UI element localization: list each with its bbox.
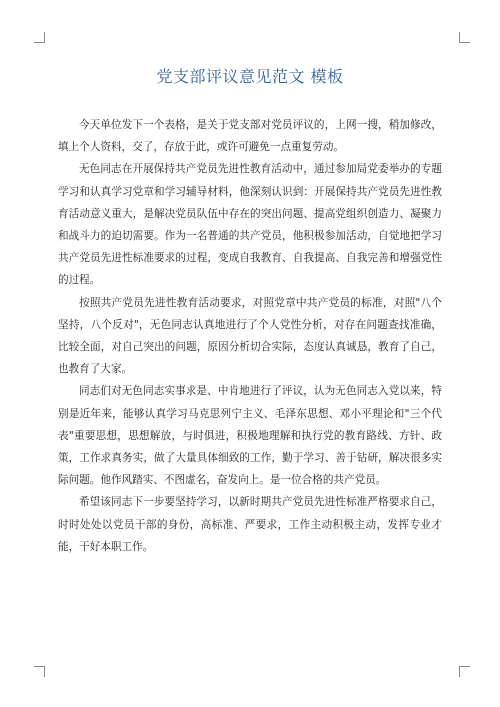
crop-mark-top-left bbox=[34, 32, 45, 43]
paragraph-analysis: 按照共产党员先进性教育活动要求，对照党章中共产党员的标准，对照"八个坚持，八个反对"，无色同志认真地进行了个人党性分析，对存在问题查找准确，比较全面，对自己突出的问题，原因分析切合实际，态度认真诚恳，教育了自己，也教育了大家。 bbox=[58, 296, 442, 376]
crop-mark-bottom-left bbox=[34, 666, 45, 677]
crop-mark-bottom-right bbox=[459, 666, 470, 677]
document-title: 党支部评议意见范文 模板 bbox=[156, 67, 344, 86]
document-body bbox=[58, 114, 442, 558]
crop-mark-top-right bbox=[459, 32, 470, 43]
paragraph-evaluation: 同志们对无色同志实事求是、中肯地进行了评议，认为无色同志入党以来，特别是近年来，能够认真学习马克思列宁主义、毛泽东思想、邓小平理论和"三个代表"重要思想，思想解放，与时俱进，积极地理解和执行党的教育路线、方针、政策，工作求真务实，做了大量具体细致的工作，勤于学习、善于钻研，解决很多实际问题。他作风踏实、不图虚名，奋发向上。是一位合格的共产党员。 bbox=[58, 385, 442, 487]
paragraph-study: 无色同志在开展保持共产党员先进性教育活动中，通过参加局党委举办的专题学习和认真学习党章和学习辅导材料，他深刻认识到：开展保持共产党员先进性教育活动意义重大，是解决党员队伍中存在的突出问题、提高党组织创造力、凝聚力和战斗力的迫切需要。作为一名普通的共产党员，他积极参加活动，自觉地把学习共产党员先进性标准要求的过程，变成自我教育、自我提高、自我完善和增强党性的过程。 bbox=[58, 163, 442, 287]
paragraph-intro: 今天单位发下一个表格，是关于党支部对党员评议的，上网一搜，稍加修改，填上个人资料，交了，存放于此，或许可避免一点重复劳动。 bbox=[58, 119, 442, 154]
paragraph-hope: 希望该同志下一步要坚持学习，以新时期共产党员先进性标准严格要求自己，时时处处以党员干部的身份，高标准、严要求，工作主动积极主动，发挥专业才能，干好本职工作。 bbox=[58, 496, 442, 553]
